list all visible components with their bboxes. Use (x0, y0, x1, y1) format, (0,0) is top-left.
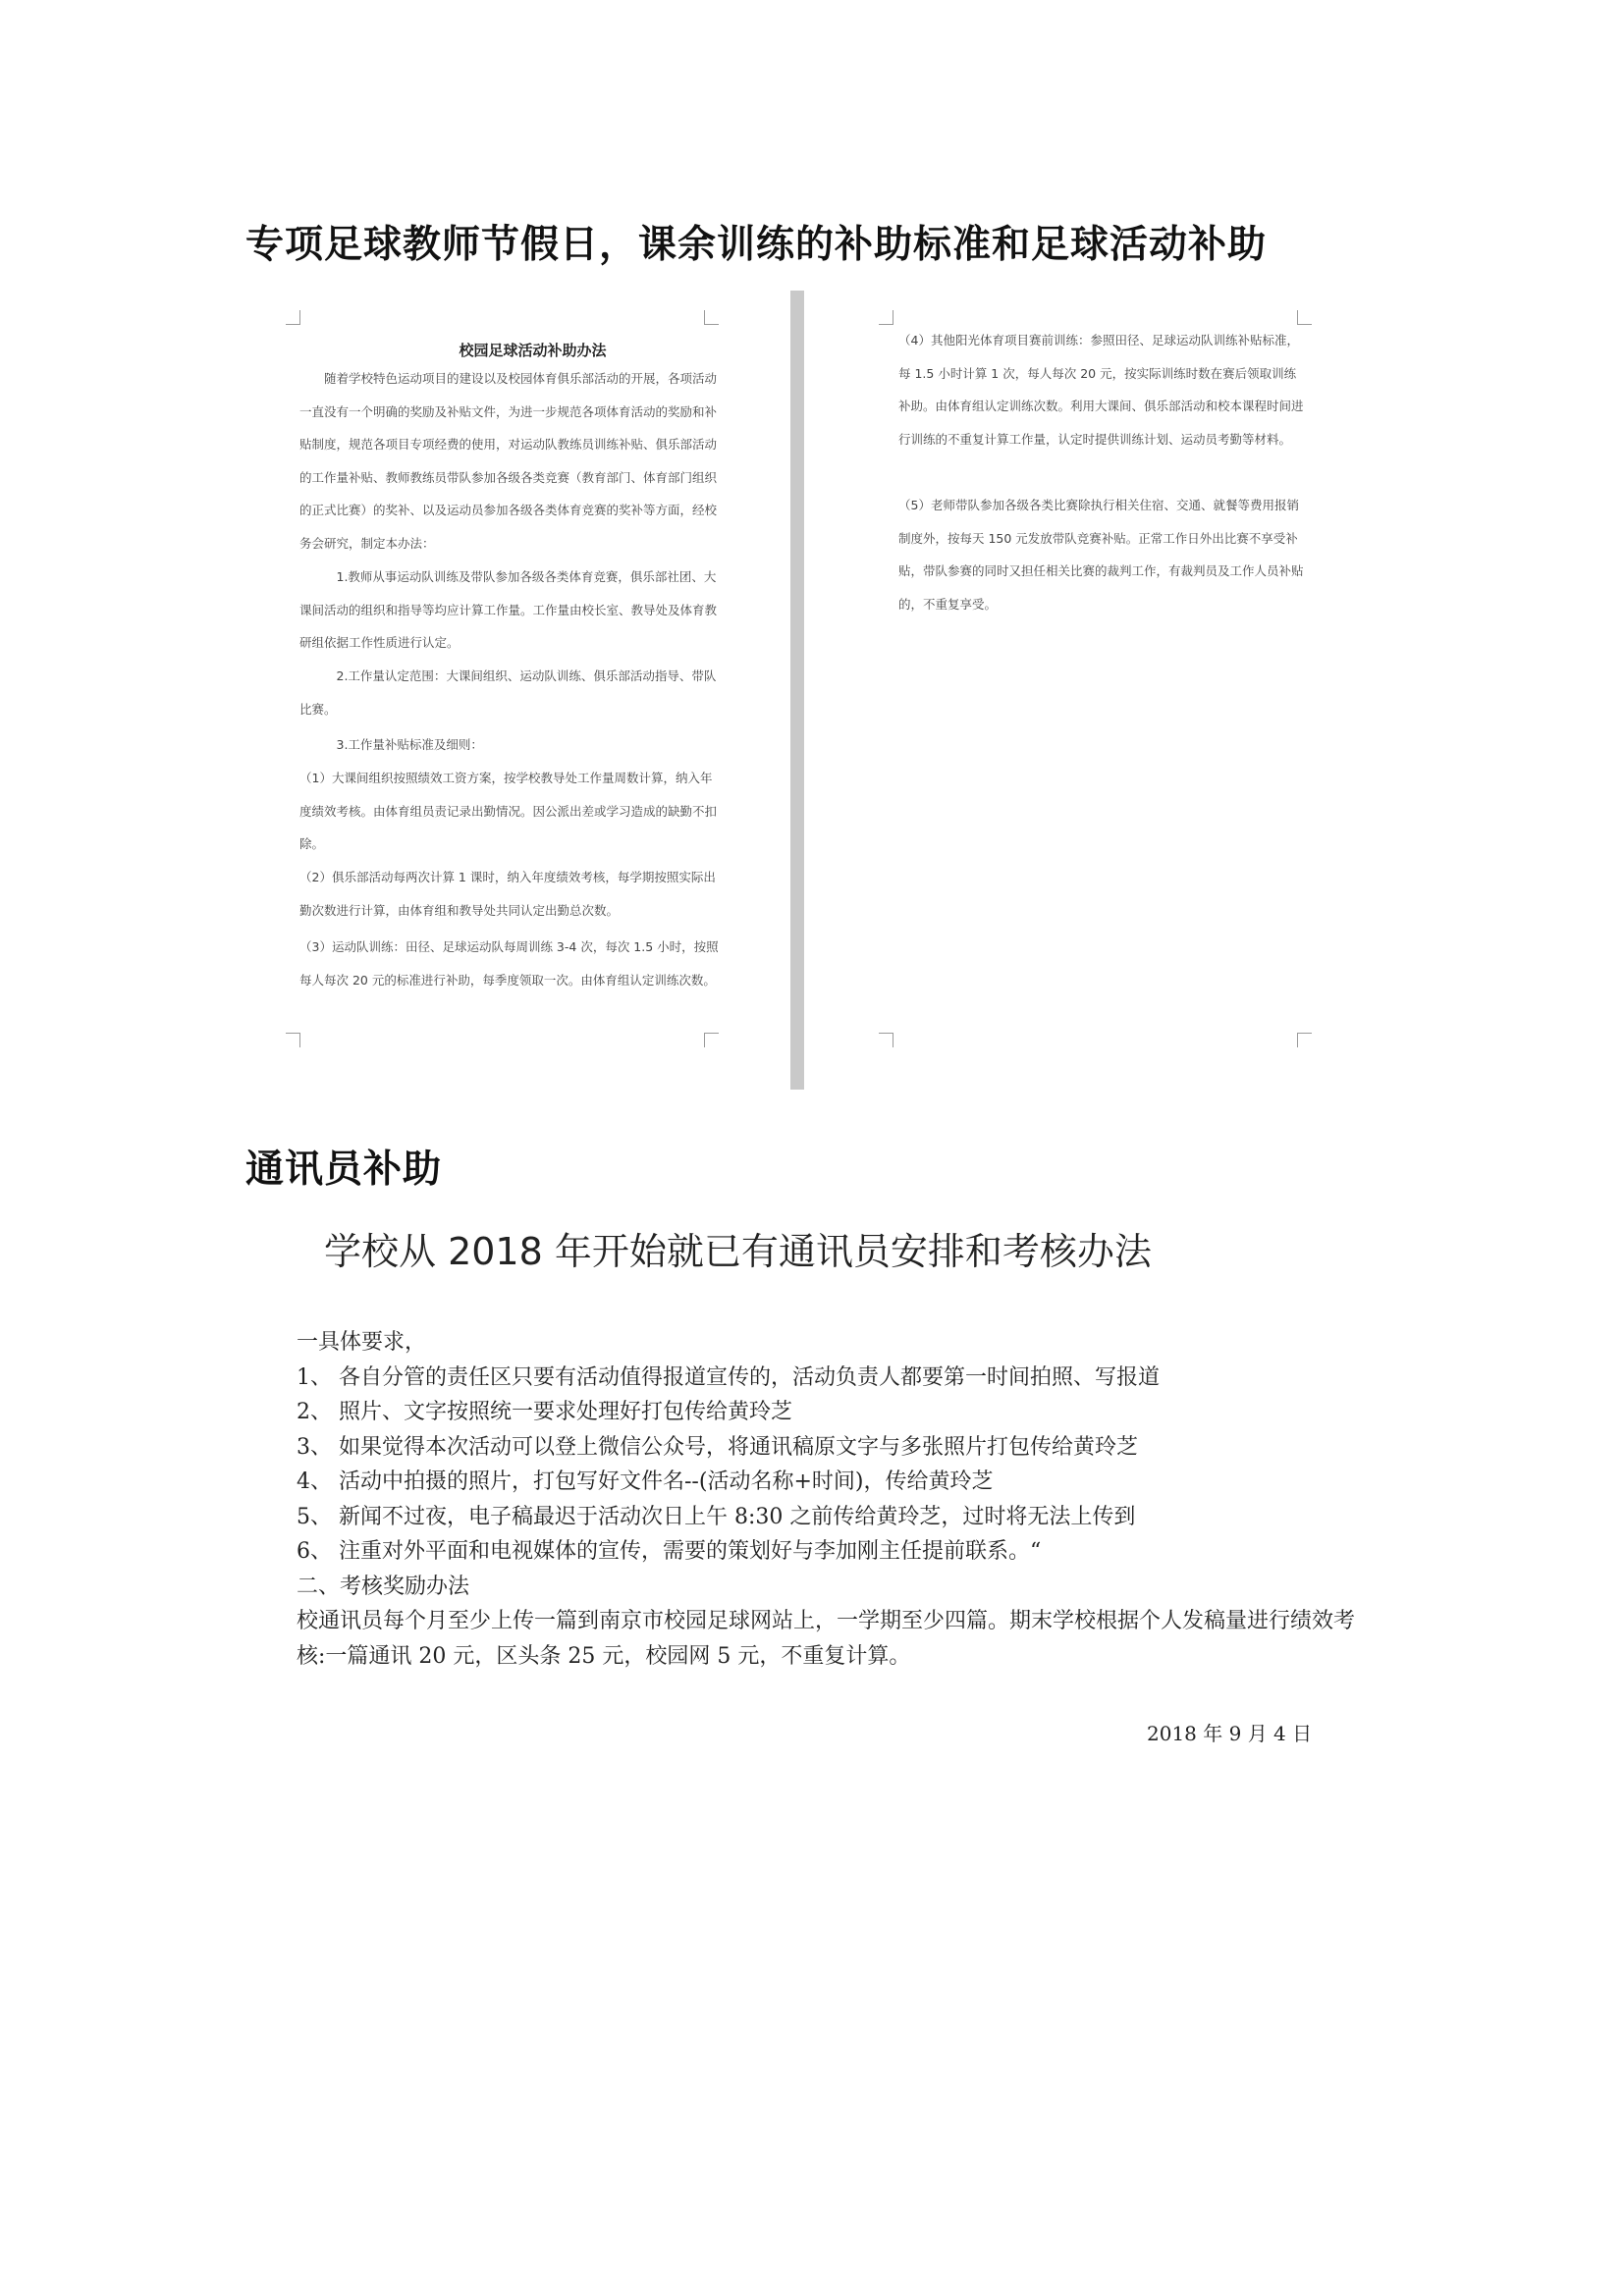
requirement-item: 4、 活动中拍摄的照片，打包写好文件名--(活动名称+时间)，传给黄玲芝 (297, 1469, 994, 1494)
requirement-item: 5、 新闻不过夜，电子稿最迟于活动次日上午 8:30 之前传给黄玲芝，过时将无法上传到 (297, 1504, 1136, 1529)
correspondent-rules (297, 1325, 1357, 1674)
requirement-item: 3、 如果觉得本次活动可以登上微信公众号，将通讯稿原文字与多张照片打包传给黄玲芝 (297, 1434, 1138, 1460)
document-subclause-3: （3）运动队训练：田径、足球运动队每周训练 3-4 次，每次 1.5 小时，按照每人每次 20 元的标准进行补助，每季度领取一次。由体育组认定训练次数。 (299, 939, 719, 988)
document-subclause-2: （2）俱乐部活动每两次计算 1 课时，纳入年度绩效考核，每学期按照实际出勤次数进行计算，由体育组和教导处共同认定出勤总次数。 (299, 870, 716, 918)
crop-mark (286, 310, 300, 325)
correspondent-subtitle: 学校从 2018 年开始就已有通讯员安排和考核办法 (324, 1230, 1152, 1273)
requirement-item: 2、 照片、文字按照统一要求处理好打包传给黄玲芝 (297, 1400, 792, 1424)
document-subclause-1: （1）大课间组织按照绩效工资方案，按学校教导处工作量周数计算，纳入年度绩效考核。由体育组员责记录出勤情况。因公派出差或学习造成的缺勤不扣除。 (299, 771, 718, 851)
requirements-heading: 一具体要求， (297, 1330, 427, 1355)
assessment-heading: 二、考核奖励办法 (297, 1574, 470, 1599)
crop-mark (879, 310, 893, 325)
document-date: 2018 年 9 月 4 日 (1147, 1722, 1313, 1745)
crop-mark (286, 1033, 300, 1047)
document-page-left (280, 291, 785, 1090)
crop-mark (704, 310, 719, 325)
document-intro-paragraph: 随着学校特色运动项目的建设以及校园体育俱乐部活动的开展，各项活动一直没有一个明确的奖励及补贴文件，为进一步规范各项体育活动的奖励和补贴制度，规范各项目专项经费的使用，对运动队教练员训练补贴、俱乐部活动的工作量补贴、教师教练员带队参加各级各类竞赛（教育部门、体育部门组织的正式比赛）的奖补、以及运动员参加各级各类体育竞赛的奖补等方面，经校务会研究，制定本办法： (299, 371, 718, 551)
section-heading-football-subsidy: 专项足球教师节假日，课余训练的补助标准和足球活动补助 (245, 223, 1268, 267)
document-clause-3: 3.工作量补贴标准及细则： (336, 737, 483, 752)
embedded-document-screenshot (280, 291, 1313, 1090)
crop-mark (1297, 1033, 1312, 1047)
crop-mark (879, 1033, 893, 1047)
crop-mark (1297, 310, 1312, 325)
document-page-right (810, 291, 1313, 1090)
requirement-item: 1、 各自分管的责任区只要有活动值得报道宣传的，活动负责人都要第一时间拍照、写报道 (297, 1364, 1160, 1390)
document-clause-2: 2.工作量认定范围：大课间组织、运动队训练、俱乐部活动指导、带队比赛。 (299, 668, 717, 717)
assessment-text: 校通讯员每个月至少上传一篇到南京市校园足球网站上，一学期至少四篇。期末学校根据个人发稿量进行绩效考核:一篇通讯 20 元，区头条 25 元，校园网 5 元，不重复计算。 (297, 1609, 1356, 1669)
section-heading-correspondent-subsidy: 通讯员补助 (245, 1148, 443, 1192)
crop-mark (704, 1033, 719, 1047)
document-clause-1: 1.教师从事运动队训练及带队参加各级各类体育竞赛，俱乐部社团、大课间活动的组织和指导等均应计算工作量。工作量由校长室、教导处及体育教研组依据工作性质进行认定。 (299, 569, 718, 650)
document-subclause-4: （4）其他阳光体育项目赛前训练：参照田径、足球运动队训练补贴标准，每 1.5 小时计算 1 次，每人每次 20 元，按实际训练时数在赛后领取训练补助。由体育组认定训练次数。利用大课间、俱乐部活动和校本课程时间进行训练的不重复计算工作量，认定时提供训练计划、运动员考勤等材料。 (898, 333, 1304, 447)
document-title: 校园足球活动补助办法 (459, 342, 607, 359)
document-subclause-5: （5）老师带队参加各级各类比赛除执行相关住宿、交通、就餐等费用报销制度外，按每天 150 元发放带队竞赛补贴。正常工作日外出比赛不享受补贴，带队参赛的同时又担任相关比赛的裁判工作，有裁判员及工作人员补贴的，不重复享受。 (898, 498, 1304, 612)
requirement-item: 6、 注重对外平面和电视媒体的宣传，需要的策划好与李加刚主任提前联系。“ (297, 1539, 1042, 1564)
page-gutter (790, 291, 804, 1090)
